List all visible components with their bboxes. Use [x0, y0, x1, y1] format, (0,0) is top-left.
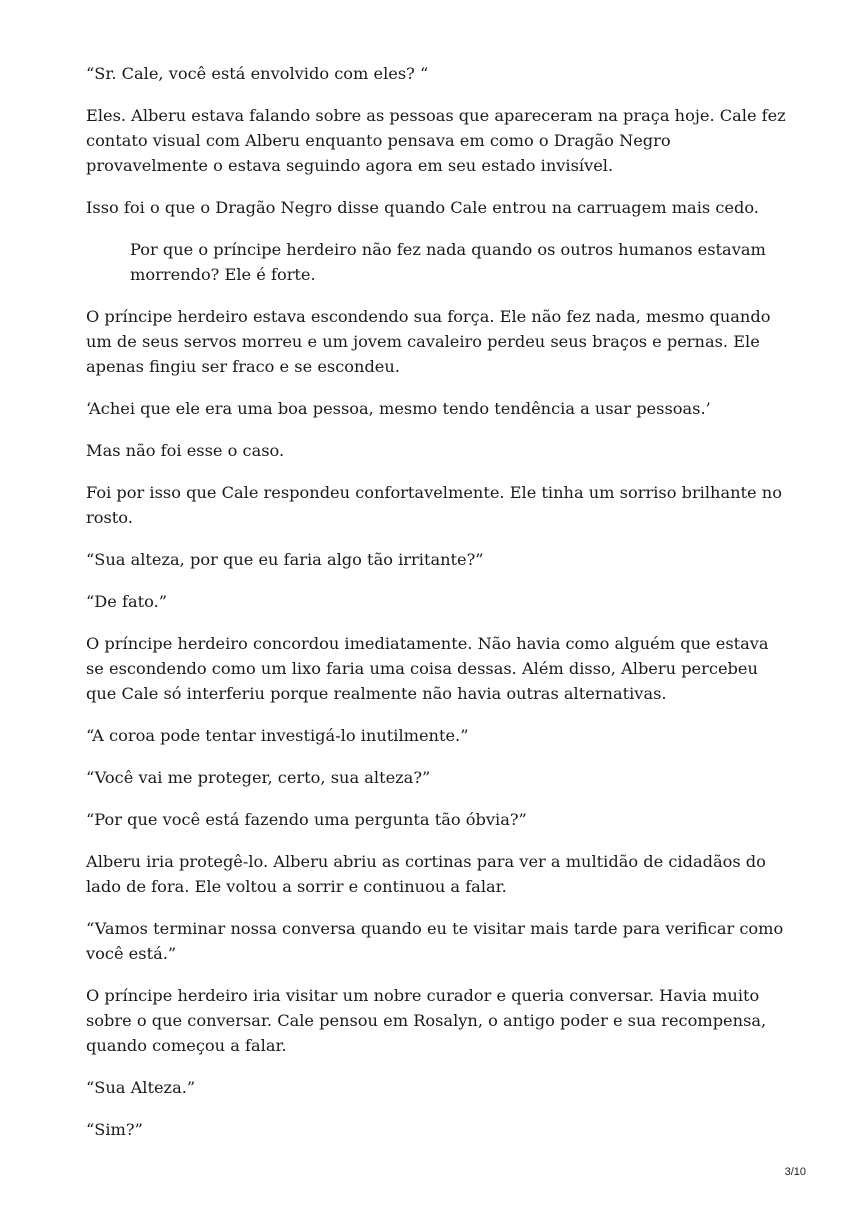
paragraph: Mas não foi esse o caso. [86, 441, 285, 460]
paragraph: “Você vai me proteger, certo, sua alteza?” [86, 768, 431, 787]
paragraph: “A coroa pode tentar investigá-lo inutilmente.” [86, 726, 469, 745]
paragraph: “De fato.” [86, 592, 168, 611]
paragraph: “Vamos terminar nossa conversa quando eu te visitar mais tarde para verificar como você está.” [86, 919, 784, 963]
paragraph: “Sim?” [86, 1120, 143, 1139]
paragraph: Alberu iria protegê-lo. Alberu abriu as cortinas para ver a multidão de cidadãos do lado de fora. Ele voltou a sorrir e continuou a falar. [86, 852, 766, 896]
paragraph: Foi por isso que Cale respondeu confortavelmente. Ele tinha um sorriso brilhante no rosto. [86, 483, 782, 527]
block-quote-paragraph: Por que o príncipe herdeiro não fez nada quando os outros humanos estavam morrendo? Ele é forte. [130, 240, 766, 284]
paragraph: O príncipe herdeiro estava escondendo sua força. Ele não fez nada, mesmo quando um de seus servos morreu e um jovem cavaleiro perdeu seus braços e pernas. Ele apenas fingiu ser fraco e se escondeu. [86, 307, 771, 376]
paragraph: Eles. Alberu estava falando sobre as pessoas que apareceram na praça hoje. Cale fez contato visual com Alberu enquanto pensava em como o Dragão Negro provavelmente o estava seguindo agora em seu estado invisível. [86, 106, 786, 175]
paragraph: Isso foi o que o Dragão Negro disse quando Cale entrou na carruagem mais cedo. [86, 198, 759, 217]
paragraph: “Sr. Cale, você está envolvido com eles? “ [86, 64, 429, 83]
paragraph: O príncipe herdeiro concordou imediatamente. Não havia como alguém que estava se escondendo como um lixo faria uma coisa dessas. Além disso, Alberu percebeu que Cale só interferiu porque realmente não havia outras alternativas. [86, 634, 769, 703]
document-body [86, 61, 786, 1159]
paragraph: ‘Achei que ele era uma boa pessoa, mesmo tendo tendência a usar pessoas.’ [86, 399, 711, 418]
paragraph: “Sua Alteza.” [86, 1078, 196, 1097]
paragraph: “Por que você está fazendo uma pergunta tão óbvia?” [86, 810, 527, 829]
paragraph: O príncipe herdeiro iria visitar um nobre curador e queria conversar. Havia muito sobre o que conversar. Cale pensou em Rosalyn, o antigo poder e sua recompensa, quando começou a falar. [86, 986, 767, 1055]
page-number: 3/10 [784, 1166, 806, 1178]
paragraph: “Sua alteza, por que eu faria algo tão irritante?” [86, 550, 484, 569]
